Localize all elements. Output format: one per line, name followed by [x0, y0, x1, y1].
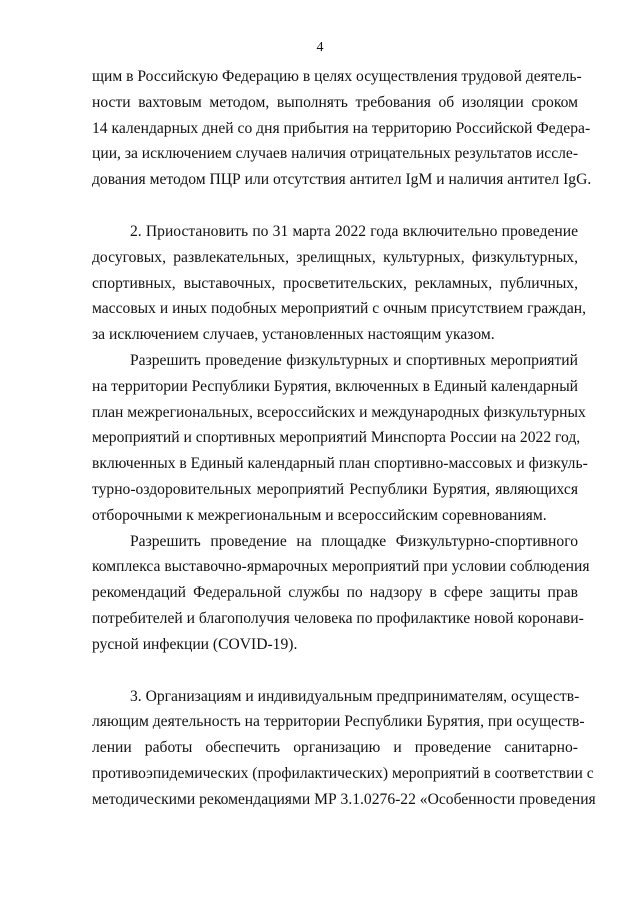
- text-line: ции, за исключением случаев наличия отрицательных результатов иссле-: [92, 145, 579, 163]
- text-line: ляющим деятельность на территории Республики Бурятия, при осуществ-: [92, 713, 585, 731]
- text-line: рекомендаций Федеральной службы по надзору в сфере защиты прав: [92, 584, 578, 602]
- text-line: потребителей и благополучия человека по профилактике новой коронави-: [92, 609, 584, 627]
- text-line: план межрегиональных, всероссийских и международных физкультурных: [92, 403, 586, 421]
- paragraph-sports-events: [92, 348, 588, 529]
- text-line: мероприятий и спортивных мероприятий Минспорта России на 2022 год,: [92, 429, 581, 447]
- text-line: на территории Республики Бурятия, включенных в Единый календарный: [92, 377, 579, 395]
- text-line: 14 календарных дней со дня прибытия на территорию Российской Федера-: [92, 119, 591, 137]
- text-line: турно-оздоровительных мероприятий Республики Бурятия, являющихся: [92, 480, 578, 498]
- text-line: массовых и иных подобных мероприятий с очным присутствием граждан,: [92, 300, 587, 318]
- text-line: включенных в Единый календарный план спортивно-массовых и физкуль-: [92, 455, 588, 473]
- text-line: лении работы обеспечить организацию и проведение санитарно-: [92, 739, 578, 757]
- text-line: Разрешить проведение на площадке Физкультурно-спортивного: [130, 532, 578, 550]
- text-line: методическими рекомендациями МР 3.1.0276-22 «Особенности проведения: [92, 790, 596, 808]
- text-line: дования методом ПЦР или отсутствия антител IgM и наличия антител IgG.: [92, 171, 592, 189]
- text-line: комплекса выставочно-ярмарочных мероприятий при условии соблюдения: [92, 558, 590, 576]
- text-line: за исключением случаев, установленных настоящим указом.: [92, 326, 495, 344]
- text-line: отборочными к межрегиональным и всероссийским соревнованиям.: [92, 506, 547, 524]
- page-number: 4: [316, 40, 324, 55]
- paragraph-item-3: [92, 684, 596, 813]
- text-line: спортивных, выставочных, просветительских, рекламных, публичных,: [92, 274, 578, 292]
- text-line: щим в Российскую Федерацию в целях осуществления трудовой деятель-: [92, 68, 582, 85]
- paragraph-gap: [92, 193, 578, 219]
- text-line: досуговых, развлекательных, зрелищных, культурных, физкультурных,: [92, 248, 578, 266]
- paragraph-exhibition-events: [92, 529, 590, 658]
- paragraph-continuation: [92, 64, 592, 193]
- text-line: ности вахтовым методом, выполнять требования об изоляции сроком: [92, 93, 578, 111]
- document-body: [92, 64, 596, 813]
- paragraph-item-2: [92, 219, 587, 348]
- paragraph-gap: [92, 658, 578, 684]
- text-line: противоэпидемических (профилактических) мероприятий в соответствии с: [92, 764, 594, 782]
- text-line: 2. Приостановить по 31 марта 2022 года включительно проведение: [130, 222, 578, 240]
- text-line: 3. Организациям и индивидуальным предпринимателям, осуществ-: [130, 687, 580, 705]
- text-line: русной инфекции (COVID-19).: [92, 635, 298, 653]
- text-line: Разрешить проведение физкультурных и спортивных мероприятий: [130, 351, 578, 369]
